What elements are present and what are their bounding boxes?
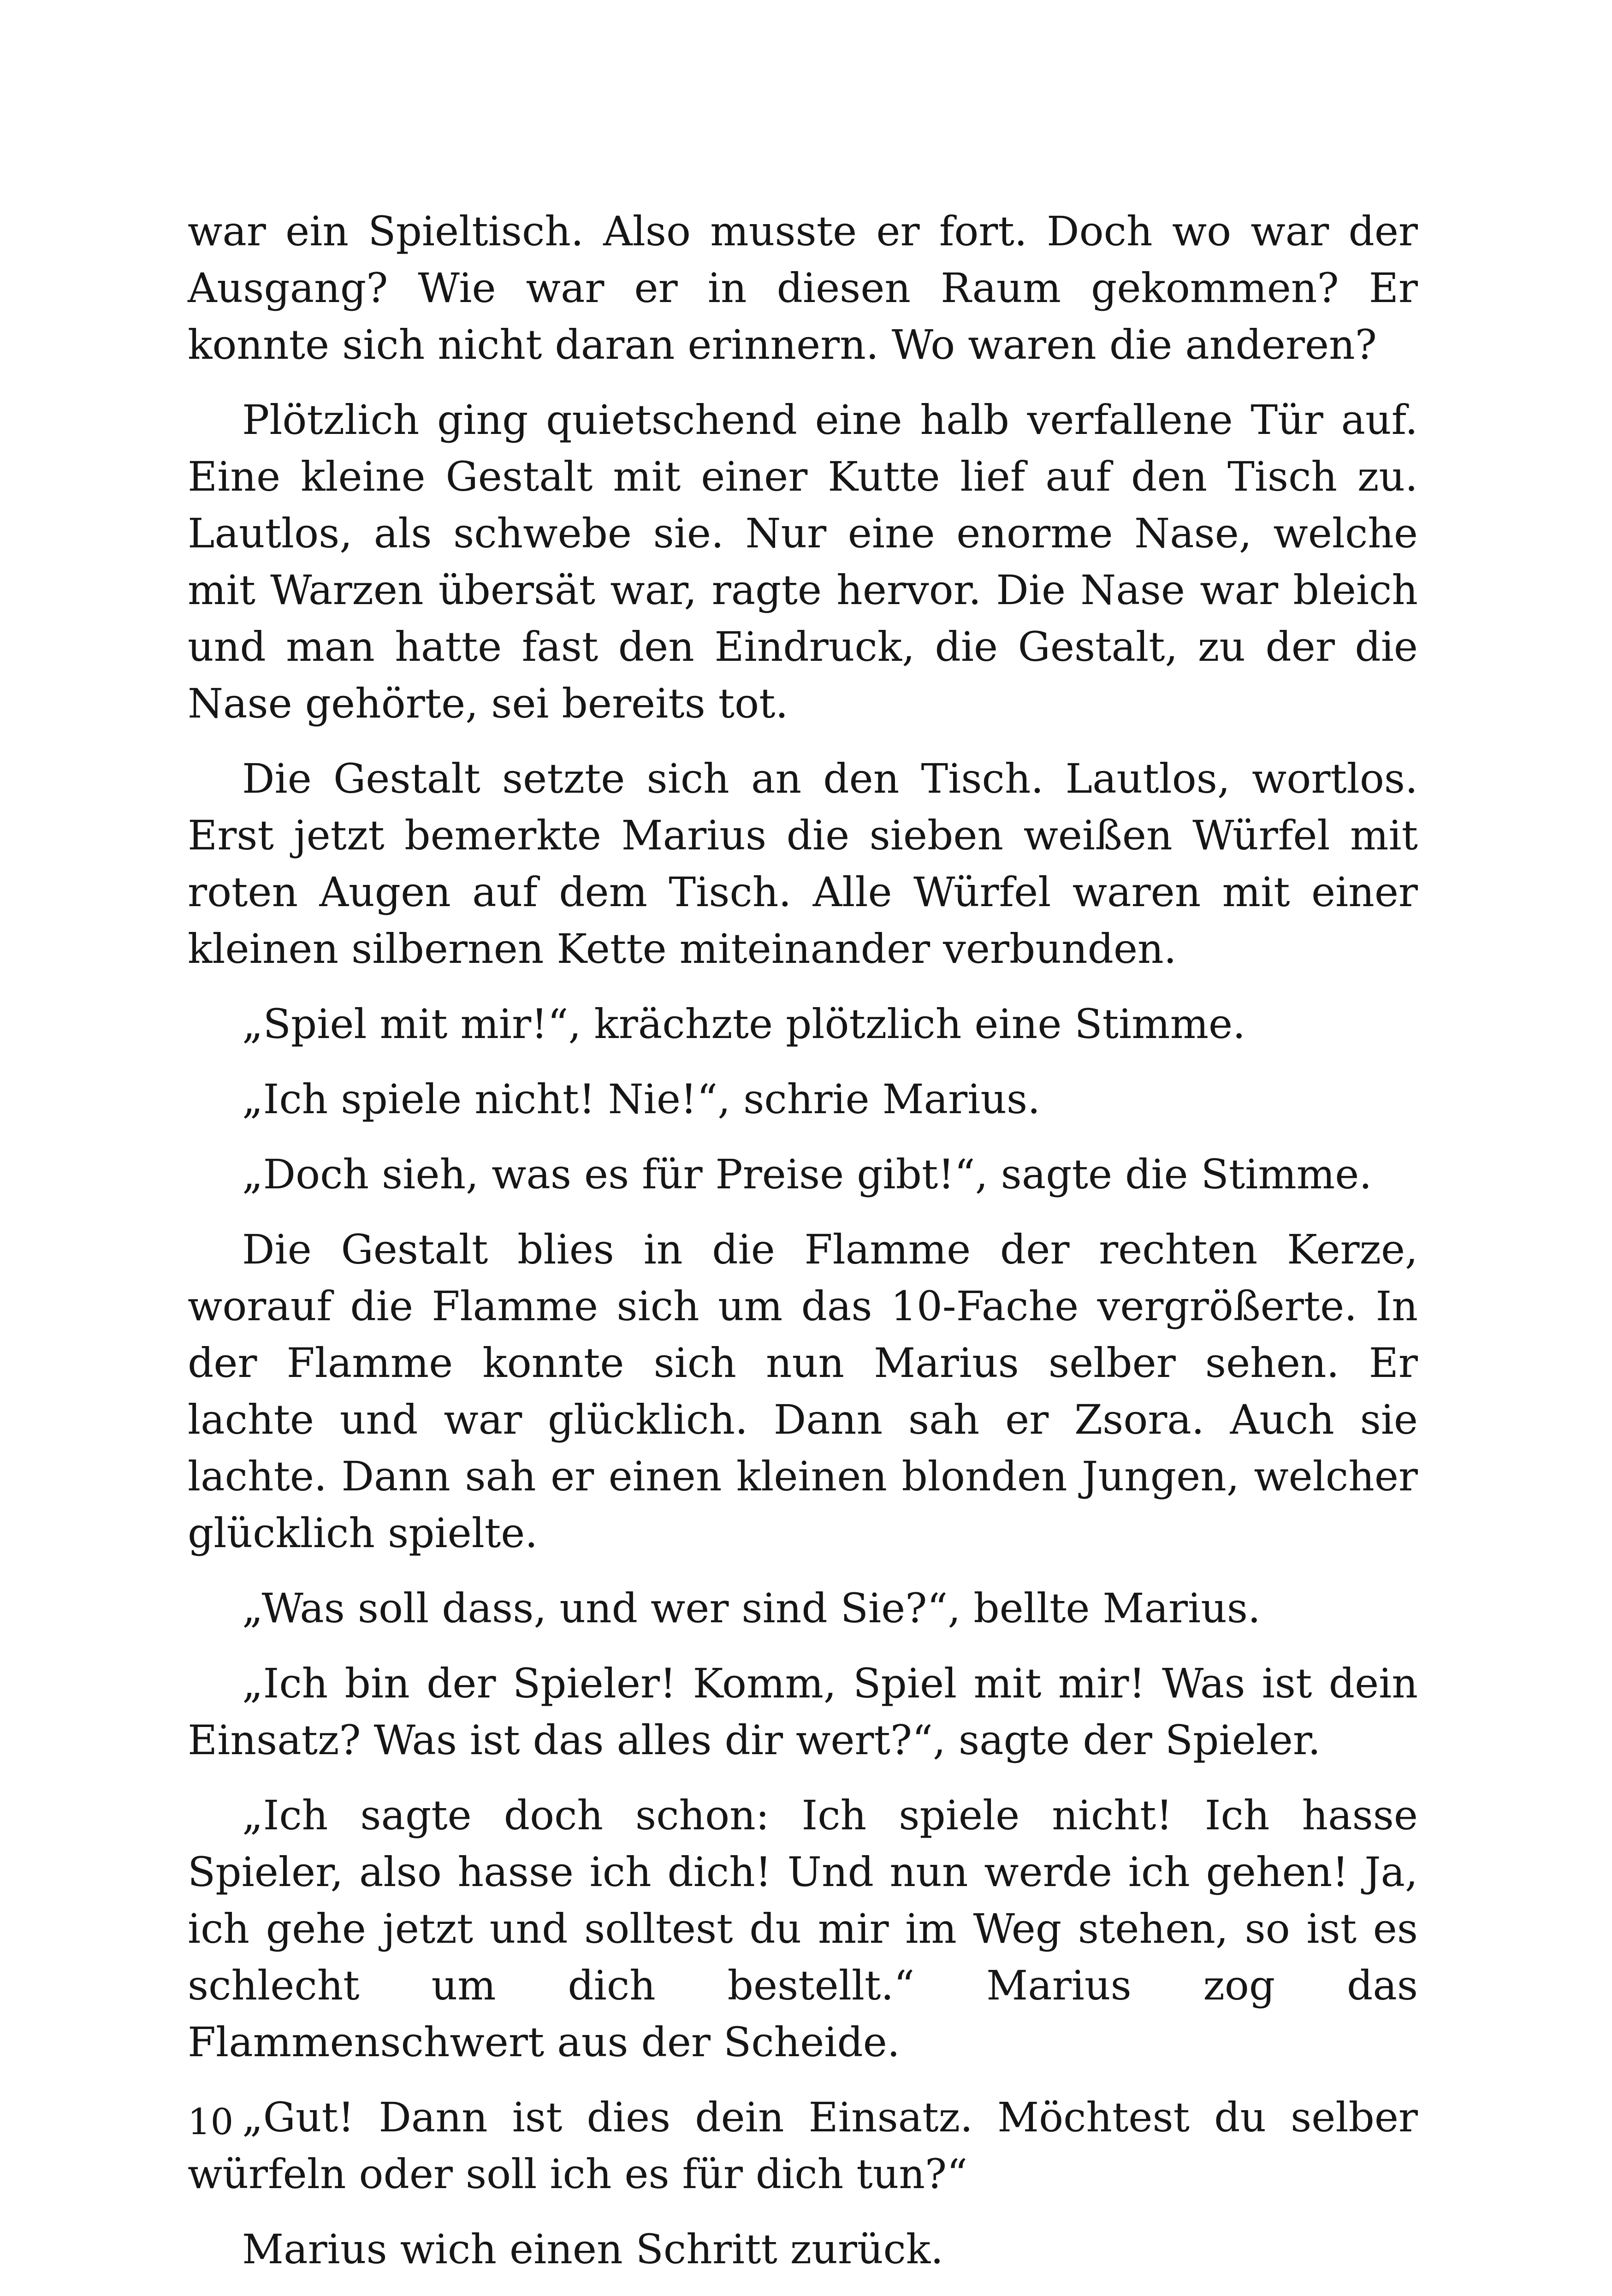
paragraph: „Was soll dass, und wer sind Sie?“, bellte Marius. (242, 1584, 1261, 1632)
paragraph: Plötzlich ging quietschend eine halb verfallene Tür auf. Eine kleine Gestalt mit einer Kutte lief auf den Tisch zu. Lautlos, als schwebe sie. Nur eine enorme Nase, welche mit Warzen übersät war, ragte hervor. Die Nase war bleich und man hatte fast den Eindruck, die Gestalt, zu der die Nase gehörte, sei bereits tot. (188, 396, 1418, 727)
paragraph: „Gut! Dann ist dies dein Einsatz. Möchtest du selber würfeln oder soll ich es für dich tun?“ (188, 2094, 1418, 2198)
paragraph: „Ich bin der Spieler! Komm, Spiel mit mir! Was ist dein Einsatz? Was ist das alles dir wert?“, sagte der Spieler. (188, 1660, 1418, 1764)
body-text (188, 203, 1418, 2296)
paragraph: „Doch sieh, was es für Preise gibt!“, sagte die Stimme. (242, 1151, 1372, 1198)
paragraph: „Spiel mit mir!“, krächzte plötzlich eine Stimme. (242, 1000, 1246, 1048)
paragraph: war ein Spieltisch. Also musste er fort. Doch wo war der Ausgang? Wie war er in diesen Raum gekommen? Er konnte sich nicht daran erinnern. Wo waren die anderen? (188, 208, 1418, 368)
page-number: 10 (188, 2101, 234, 2143)
paragraph: „Ich spiele nicht! Nie!“, schrie Marius. (242, 1075, 1041, 1123)
paragraph: Die Gestalt setzte sich an den Tisch. Lautlos, wortlos. Erst jetzt bemerkte Marius die sieben weißen Würfel mit roten Augen auf dem Tisch. Alle Würfel waren mit einer kleinen silbernen Kette miteinander verbunden. (188, 755, 1418, 973)
paragraph: Marius wich einen Schritt zurück. (242, 2225, 944, 2273)
paragraph: Die Gestalt blies in die Flamme der rechten Kerze, worauf die Flamme sich um das 10-Fache vergrößerte. In der Flamme konnte sich nun Marius selber sehen. Er lachte und war glücklich. Dann sah er Zsora. Auch sie lachte. Dann sah er einen kleinen blonden Jungen, welcher glücklich spielte. (188, 1226, 1418, 1557)
paragraph: „Ich sagte doch schon: Ich spiele nicht! Ich hasse Spieler, also hasse ich dich! Und nun werde ich gehen! Ja, ich gehe jetzt und solltest du mir im Weg stehen, so ist es schlecht um dich bestellt.“ Marius zog das Flammenschwert aus der Scheide. (188, 1792, 1418, 2066)
